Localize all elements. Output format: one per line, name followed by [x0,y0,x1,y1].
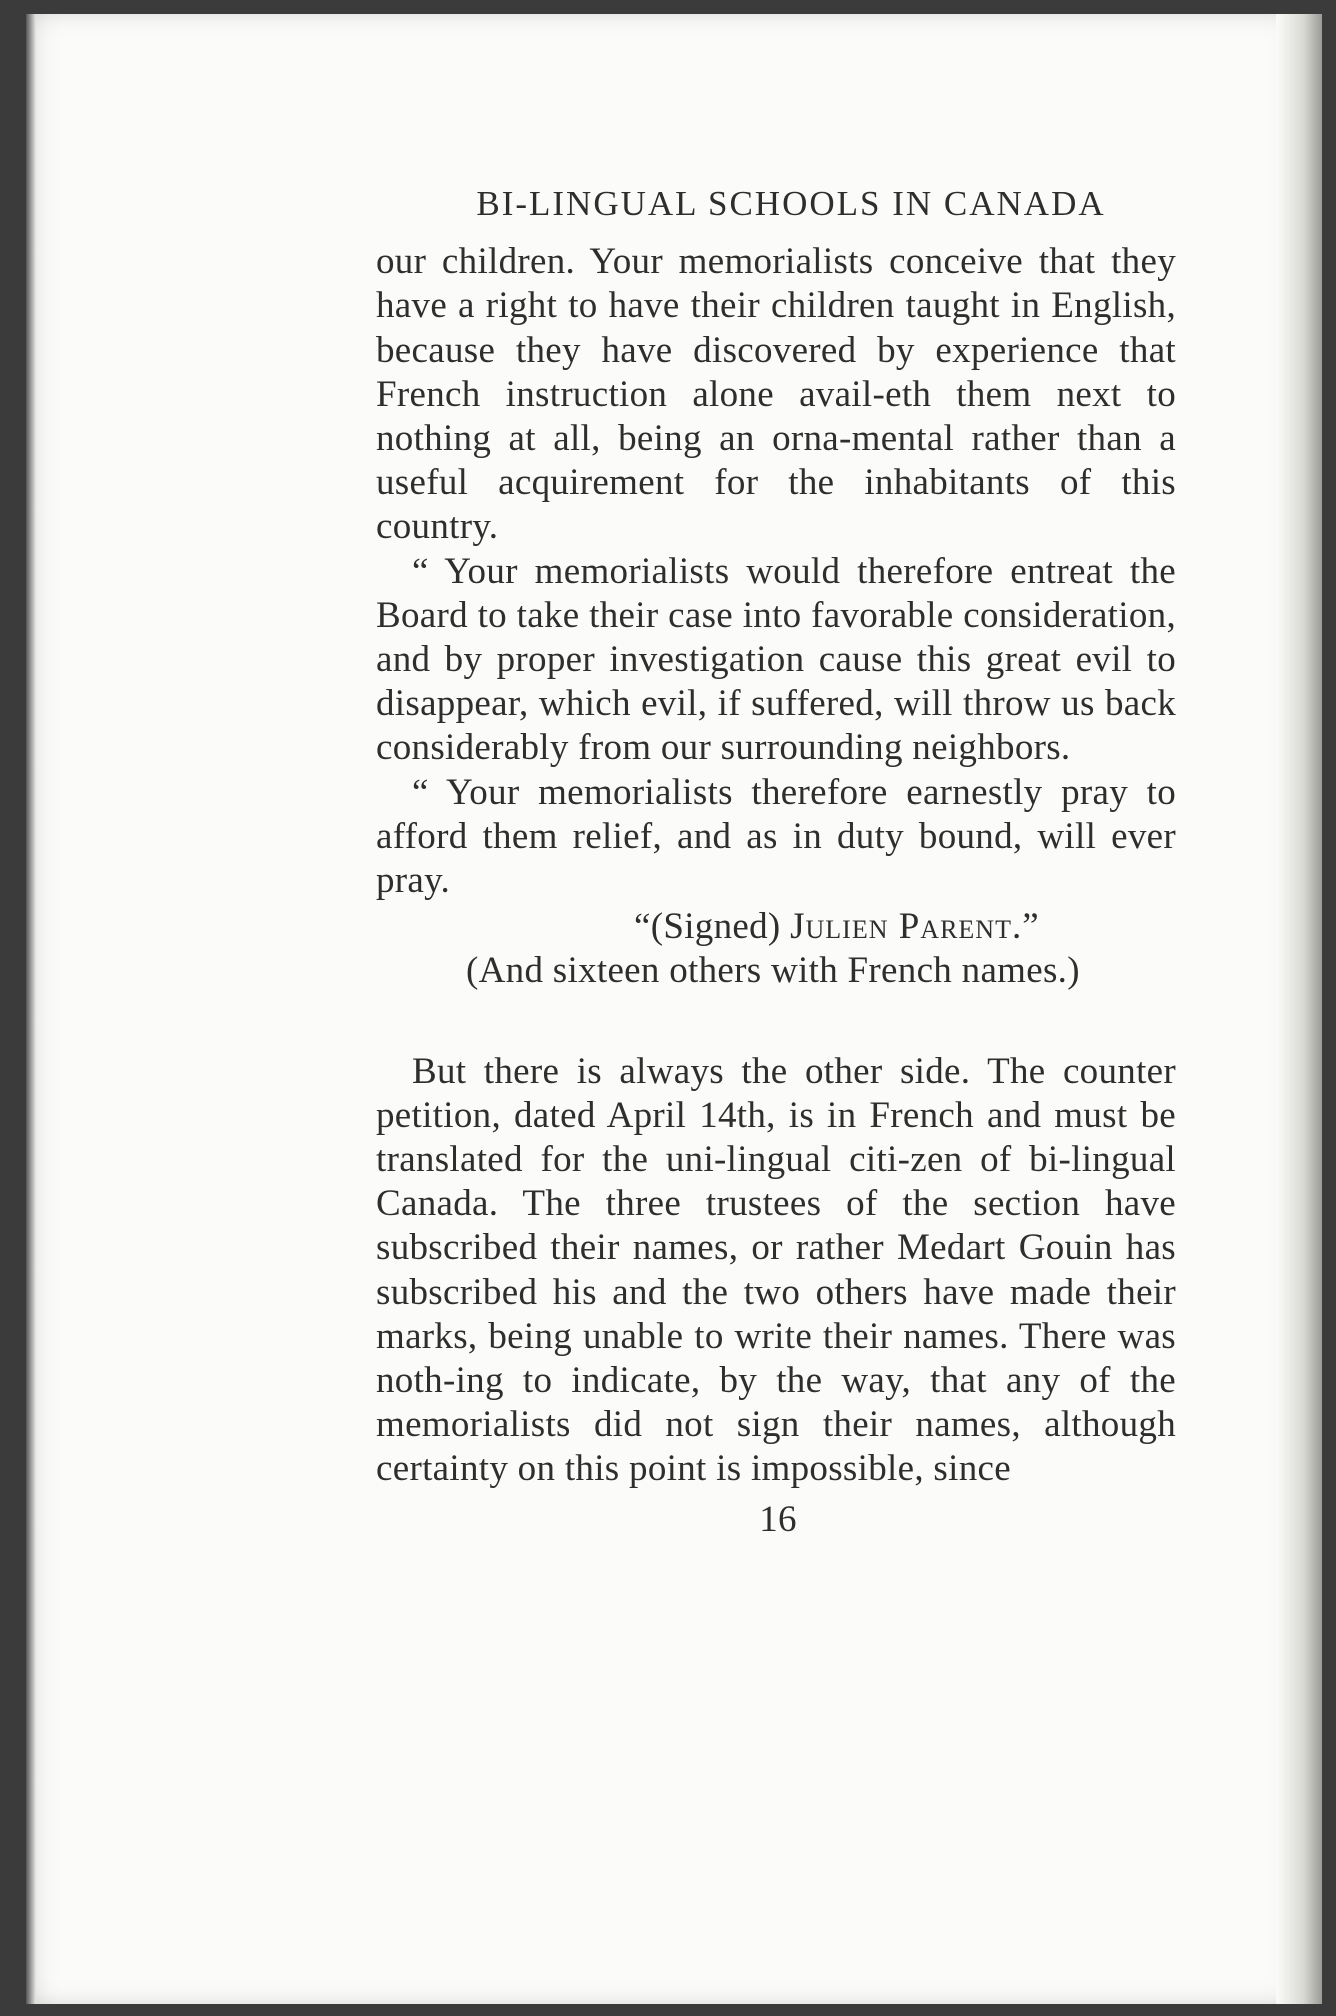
page-edge-left [26,14,36,2004]
section-gap [376,994,1176,1050]
running-head: BI-LINGUAL SCHOOLS IN CANADA [476,184,1106,223]
page-number: 16 [759,1498,797,1540]
signature-note: (And sixteen others with French names.) [466,950,1080,992]
paragraph-3: “ Your memorialists therefore earnestly pray to afford them relief, and as in duty bound, will ever pray. [376,771,1176,902]
signature-line [376,905,1176,949]
signature-prefix: “(Signed) [634,906,781,948]
page-edge-right [1276,14,1322,2004]
text-block [376,182,1176,1542]
signature-name: Julien Parent.” [790,906,1040,948]
paragraph-2: “ Your memorialists would therefore entreat the Board to take their case into favorable consideration, and by proper investigation cause this great evil to disappear, which evil, if suffered, will throw us back considerably from our surrounding neighbors. [376,550,1176,769]
book-page [26,14,1322,2004]
paragraph-1: our children. Your memorialists conceive that they have a right to have their children taught in English, because they have discovered by experience that French instruction alone avail-eth them next to nothing at all, being an orna-mental rather than a useful acquirement for the inhabitants of this country. [376,241,1176,548]
closing-paragraph: But there is always the other side. The counter petition, dated April 14th, is in French and must be translated for the uni-lingual citi-zen of bi-lingual Canada. The three trustees of the section have subscribed their names, or rather Medart Gouin has subscribed his and the two others have made their marks, being unable to write their names. There was noth-ing to indicate, by the way, that any of the memorialists did not sign their names, although certainty on this point is impossible, since [376,1050,1176,1490]
